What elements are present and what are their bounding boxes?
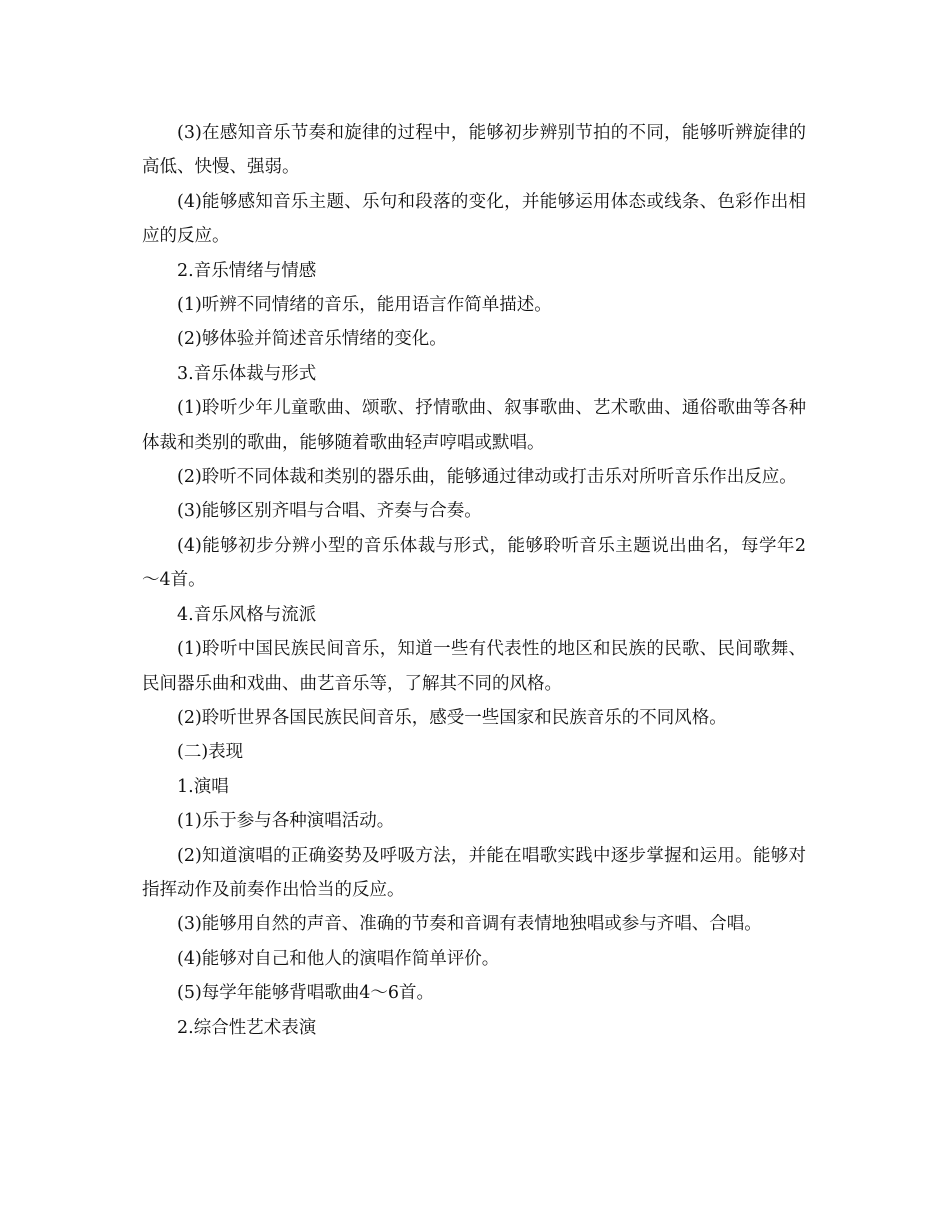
section-heading: (二)表现 bbox=[177, 742, 244, 763]
paragraph: (1)乐于参与各种演唱活动。 bbox=[177, 811, 395, 832]
section-heading: 1.演唱 bbox=[177, 776, 229, 797]
paragraph: (4)能够对自己和他人的演唱作简单评价。 bbox=[177, 948, 500, 969]
section-heading: 3.音乐体裁与形式 bbox=[177, 363, 317, 384]
paragraph: (4)能够感知音乐主题、乐句和段落的变化，并能够运用体态或线条、色彩作出相应的反应。 bbox=[142, 191, 806, 247]
paragraph: (1)听辨不同情绪的音乐，能用语言作简单描述。 bbox=[177, 295, 552, 316]
paragraph: (4)能够初步分辨小型的音乐体裁与形式，能够聆听音乐主题说出曲名，每学年2～4首。 bbox=[142, 535, 806, 591]
paragraph: (1)聆听中国民族民间音乐，知道一些有代表性的地区和民族的民歌、民间歌舞、民间器乐曲和戏曲、曲艺音乐等，了解其不同的风格。 bbox=[142, 639, 806, 694]
paragraph: (2)聆听世界各国民族民间音乐，感受一些国家和民族音乐的不同风格。 bbox=[177, 707, 727, 728]
paragraph: (3)在感知音乐节奏和旋律的过程中，能够初步辨别节拍的不同，能够听辨旋律的高低、快慢、强弱。 bbox=[142, 123, 806, 178]
section-heading: 2.音乐情绪与情感 bbox=[177, 260, 317, 281]
paragraph: (1)聆听少年儿童歌曲、颂歌、抒情歌曲、叙事歌曲、艺术歌曲、通俗歌曲等各种体裁和类别的歌曲，能够随着歌曲轻声哼唱或默唱。 bbox=[142, 398, 806, 453]
paragraph: (5)每学年能够背唱歌曲4～6首。 bbox=[177, 983, 435, 1004]
document-body bbox=[142, 116, 806, 1045]
section-heading: 2.综合性艺术表演 bbox=[177, 1017, 317, 1038]
paragraph: (3)能够用自然的声音、准确的节奏和音调有表情地独唱或参与齐唱、合唱。 bbox=[177, 914, 762, 935]
paragraph: (3)能够区别齐唱与合唱、齐奏与合奏。 bbox=[177, 501, 482, 522]
paragraph: (2)够体验并简述音乐情绪的变化。 bbox=[177, 329, 447, 350]
section-heading: 4.音乐风格与流派 bbox=[177, 604, 317, 625]
paragraph: (2)聆听不同体裁和类别的器乐曲，能够通过律动或打击乐对所听音乐作出反应。 bbox=[177, 467, 797, 488]
paragraph: (2)知道演唱的正确姿势及呼吸方法，并能在唱歌实践中逐步掌握和运用。能够对指挥动作及前奏作出恰当的反应。 bbox=[142, 845, 806, 900]
